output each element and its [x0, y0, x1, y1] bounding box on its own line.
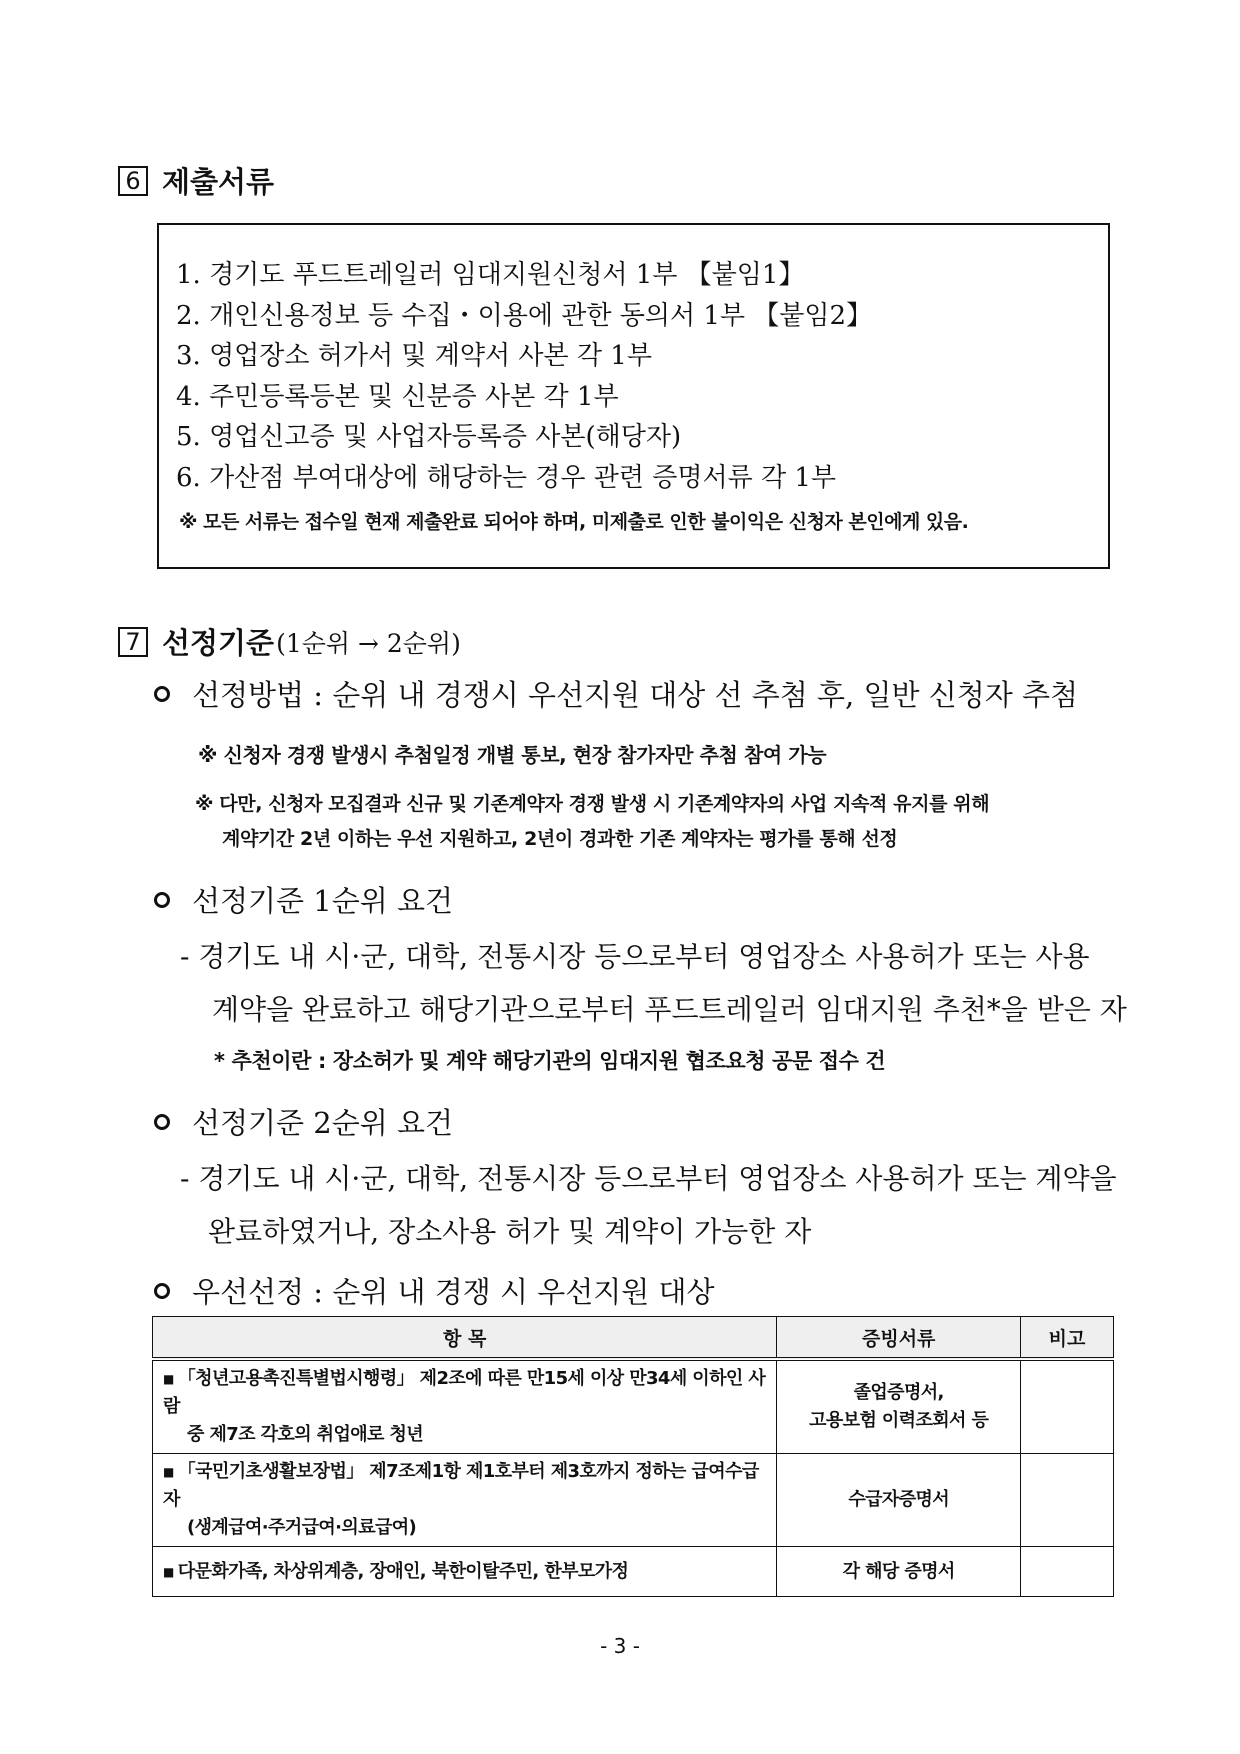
- square-bullet-icon: ■: [163, 1372, 174, 1386]
- item-cell: [153, 1547, 777, 1597]
- method-note-1: ※ 신청자 경쟁 발생시 추첨일정 개별 통보, 현장 참가자만 추첨 참여 가능: [198, 743, 827, 767]
- section-title: 선정기준: [162, 626, 275, 660]
- list-item: 3. 영업장소 허가서 및 계약서 사본 각 1부: [176, 341, 652, 371]
- column-header-remark: 비고: [1021, 1317, 1114, 1360]
- rank2-line-2: 완료하였거나, 장소사용 허가 및 계약이 가능한 자: [208, 1215, 812, 1248]
- method-note-2b: 계약기간 2년 이하는 우선 지원하고, 2년이 경과한 기존 계약자는 평가를 통해 선정: [222, 828, 898, 850]
- section-title: 제출서류: [162, 165, 275, 199]
- remark-cell: [1021, 1359, 1114, 1454]
- page-number: - 3 -: [600, 1634, 640, 1658]
- list-item: 4. 주민등록등본 및 신분증 사본 각 1부: [176, 381, 619, 412]
- list-item: 5. 영업신고증 및 사업자등록증 사본(해당자): [176, 422, 682, 452]
- document-text: 각 해당 증명서: [842, 1560, 955, 1582]
- selection-method: [154, 673, 1078, 714]
- item-text: 다문화가족, 차상위계층, 장애인, 북한이탈주민, 한부모가정: [177, 1560, 629, 1582]
- priority-table: [152, 1316, 1114, 1597]
- square-bullet-icon: ■: [163, 1465, 174, 1479]
- remark-cell: [1021, 1547, 1114, 1597]
- document-text: 졸업증명서,: [853, 1382, 944, 1403]
- table-header-row: [153, 1317, 1114, 1360]
- document-cell: [777, 1547, 1021, 1597]
- column-header-item: 항 목: [153, 1317, 777, 1360]
- method-note-2a: ※ 다만, 신청자 모집결과 신규 및 기존계약자 경쟁 발생 시 기존계약자의 사업 지속적 유지를 위해: [195, 793, 990, 815]
- list-item: 1. 경기도 푸드트레일러 임대지원신청서 1부 【붙임1】: [176, 260, 805, 290]
- document-list: [176, 255, 872, 498]
- item-text: 중 제7조 각호의 취업애로 청년: [187, 1424, 424, 1445]
- rank2-title: 선정기준 2순위 요건: [192, 1106, 453, 1140]
- circle-bullet-icon: [154, 892, 170, 908]
- list-item: 6. 가산점 부여대상에 해당하는 경우 관련 증명서류 각 1부: [176, 462, 837, 493]
- item-text: (생계급여·주거급여·의료급여): [187, 1517, 417, 1538]
- list-item: 2. 개인신용정보 등 수집・이용에 관한 동의서 1부 【붙임2】: [176, 300, 873, 331]
- submission-documents-box: [157, 223, 1110, 569]
- section-6-heading: [118, 160, 274, 201]
- section-number-box: 6: [118, 166, 148, 196]
- remark-cell: [1021, 1454, 1114, 1547]
- section-7-heading: [118, 621, 461, 662]
- rank1-title: 선정기준 1순위 요건: [192, 884, 453, 918]
- priority-title: 우선선정 : 순위 내 경쟁 시 우선지원 대상: [192, 1275, 715, 1309]
- rank2-criteria: [154, 1101, 453, 1142]
- table-row: [153, 1359, 1114, 1454]
- rank1-criteria: [154, 879, 453, 920]
- column-header-document: 증빙서류: [777, 1317, 1021, 1360]
- circle-bullet-icon: [154, 1114, 170, 1130]
- document-text: 고용보험 이력조회서 등: [809, 1410, 989, 1431]
- priority-selection: [154, 1270, 715, 1311]
- documents-note: ※ 모든 서류는 접수일 현재 제출완료 되어야 하며, 미제출로 인한 불이익은 신청자 본인에게 있음.: [179, 511, 969, 533]
- item-text: 「청년고용촉진특별법시행령」 제2조에 따른 만15세 이상 만34세 이하인 사람: [163, 1368, 766, 1417]
- document-text: 수급자증명서: [848, 1489, 950, 1510]
- circle-bullet-icon: [154, 686, 170, 702]
- section-subtitle: (1순위 → 2순위): [276, 628, 461, 658]
- table-row: [153, 1547, 1114, 1597]
- document-cell: [777, 1359, 1021, 1454]
- rank1-note: * 추천이란 : 장소허가 및 계약 해당기관의 임대지원 협조요청 공문 접수 건: [214, 1049, 886, 1073]
- rank1-line-2: 계약을 완료하고 해당기관으로부터 푸드트레일러 임대지원 추천*을 받은 자: [212, 993, 1127, 1026]
- table-row: [153, 1454, 1114, 1547]
- circle-bullet-icon: [154, 1283, 170, 1299]
- rank1-line-1: - 경기도 내 시·군, 대학, 전통시장 등으로부터 영업장소 사용허가 또는 사용: [180, 940, 1090, 973]
- section-number-box: 7: [118, 627, 148, 657]
- document-cell: [777, 1454, 1021, 1547]
- item-text: 「국민기초생활보장법」 제7조제1항 제1호부터 제3호까지 정하는 급여수급자: [163, 1461, 759, 1510]
- rank2-line-1: - 경기도 내 시·군, 대학, 전통시장 등으로부터 영업장소 사용허가 또는 계약을: [180, 1162, 1117, 1195]
- selection-method-text: 선정방법 : 순위 내 경쟁시 우선지원 대상 선 추첨 후, 일반 신청자 추첨: [192, 678, 1078, 712]
- item-cell: [153, 1454, 777, 1547]
- square-bullet-icon: ■: [163, 1564, 174, 1579]
- item-cell: [153, 1359, 777, 1454]
